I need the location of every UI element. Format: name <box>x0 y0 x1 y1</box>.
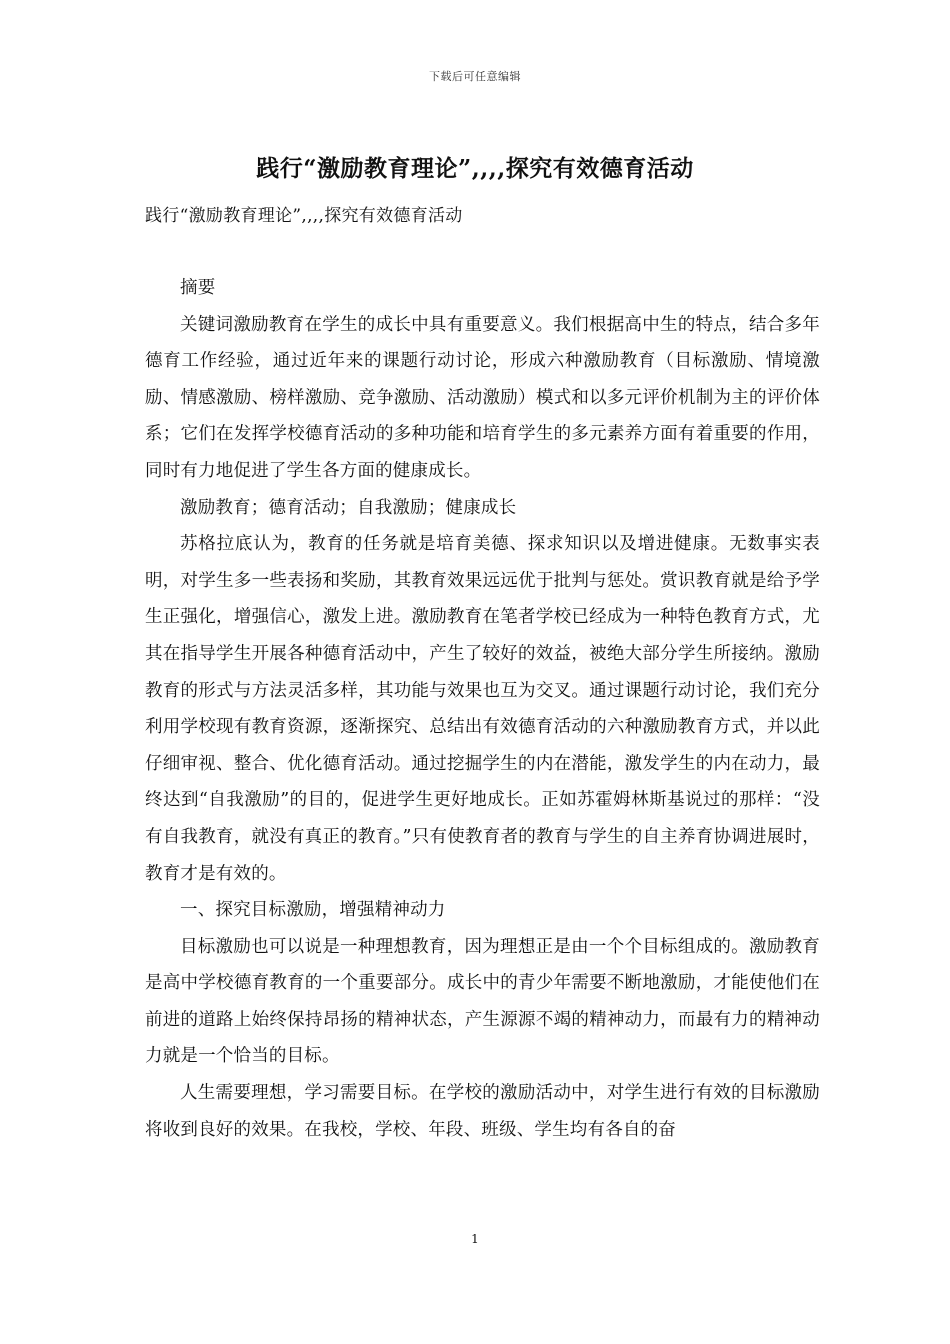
section-heading: 一、探究目标激励，增强精神动力 <box>180 900 446 921</box>
intro-paragraph: 苏格拉底认为，教育的任务就是培育美德、探求知识以及增进健康。无数事实表明，对学生多一些表扬和奖励，其教育效果远远优于批判与惩处。赏识教育就是给予学生正强化，增强信心，激发上进。激励教育在笔者学校已经成为一种特色教育方式，尤其在指导学生开展各种德育活动中，产生了较好的效益，被绝大部分学生所接纳。激励教育的形式与方法灵活多样，其功能与效果也互为交叉。通过课题行动讨论，我们充分利用学校现有教育资源，逐渐探究、总结出有效德育活动的六种激励教育方式，并以此仔细审视、整合、优化德育活动。通过挖掘学生的内在潜能，激发学生的内在动力，最终达到“自我激励”的目的，促进学生更好地成长。正如苏霍姆林斯基说过的那样：“没有自我教育，就没有真正的教育。”只有使教育者的教育与学生的自主养育协调进展时，教育才是有效的。 <box>145 534 820 884</box>
body-paragraph: 人生需要理想，学习需要目标。在学校的激励活动中，对学生进行有效的目标激励将收到良好的效果。在我校，学校、年段、班级、学生均有各自的奋 <box>145 1083 820 1140</box>
keywords-paragraph: 激励教育；德育活动；自我激励；健康成长 <box>180 497 517 518</box>
page-number: 1 <box>471 1232 479 1246</box>
document-subtitle: 践行“激励教育理论”,,,,探究有效德育活动 <box>145 206 463 226</box>
abstract-paragraph: 关键词激励教育在学生的成长中具有重要意义。我们根据高中生的特点，结合多年德育工作经验，通过近年来的课题行动讨论，形成六种激励教育（目标激励、情境激励、情感激励、榜样激励、竞争激励、活动激励）模式和以多元评价机制为主的评价体系；它们在发挥学校德育活动的多种功能和培育学生的多元素养方面有着重要的作用，同时有力地促进了学生各方面的健康成长。 <box>145 314 820 481</box>
abstract-heading: 摘要 <box>180 278 216 298</box>
document-title: 践行“激励教育理论”,,,,探究有效德育活动 <box>256 155 694 182</box>
document-body <box>145 270 820 1148</box>
page-header: 下载后可任意编辑 <box>429 70 521 83</box>
body-paragraph: 目标激励也可以说是一种理想教育，因为理想正是由一个个目标组成的。激励教育是高中学校德育教育的一个重要部分。成长中的青少年需要不断地激励，才能使他们在前进的道路上始终保持昂扬的精神状态，产生源源不竭的精神动力，而最有力的精神动力就是一个恰当的目标。 <box>145 936 820 1067</box>
